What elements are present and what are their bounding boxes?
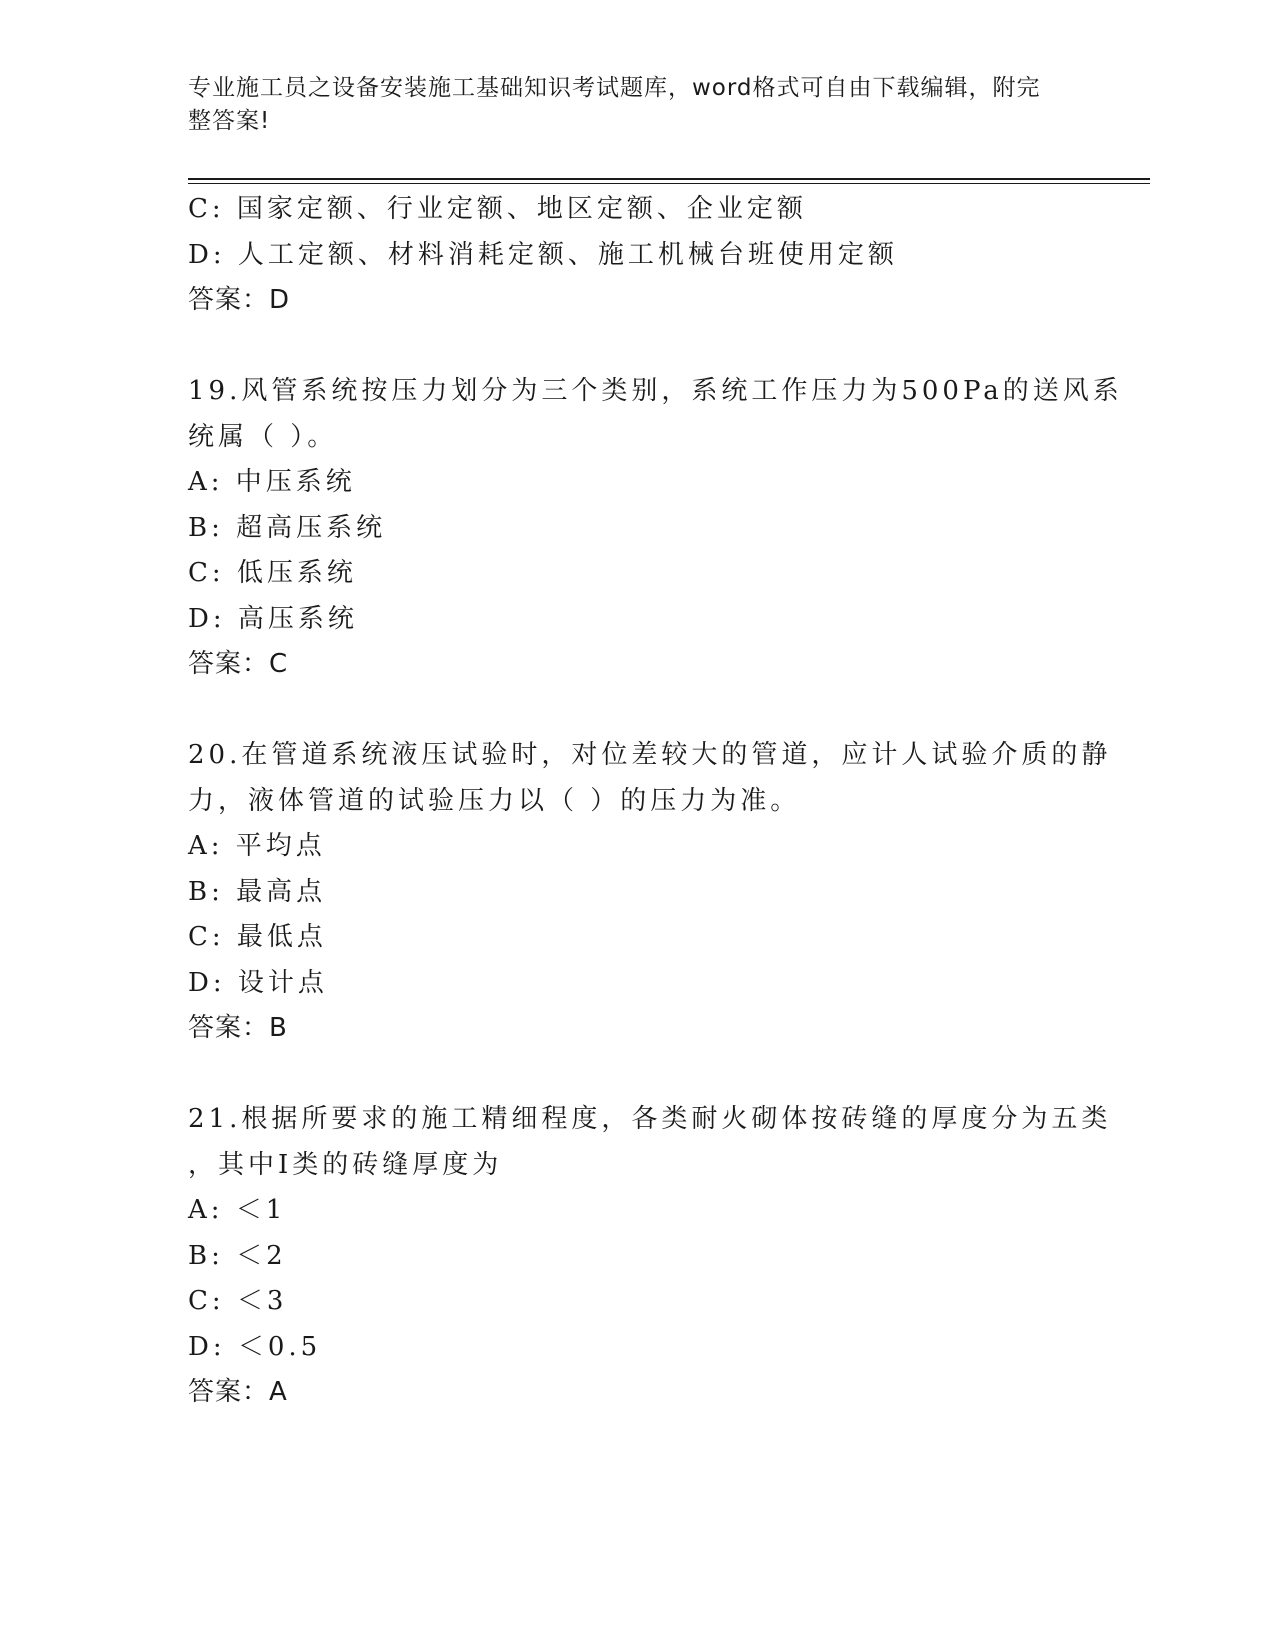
answer-line: 答案：D xyxy=(188,285,291,315)
document-header xyxy=(188,72,1068,138)
spacer xyxy=(188,1052,1088,1098)
question-stem-line-1: 20.在管道系统液压试验时，对位差较大的管道，应计人试验介质的静 xyxy=(188,740,1112,770)
question-stem-line-2: ，其中Ⅰ类的砖缝厚度为 xyxy=(188,1149,503,1180)
question-stem-line-2: 统属（ ）。 xyxy=(188,421,338,452)
question-20 xyxy=(188,733,1112,1052)
option-a: A: 平均点 xyxy=(188,831,326,861)
question-list xyxy=(188,187,1123,1416)
answer-line: 答案：A xyxy=(188,1377,288,1407)
spacer xyxy=(188,324,1088,370)
option-c: C: 低压系统 xyxy=(188,558,357,588)
option-b: B: 超高压系统 xyxy=(188,512,387,543)
header-line-1: 专业施工员之设备安装施工基础知识考试题库，word格式可自由下载编辑，附完 xyxy=(188,75,1041,101)
answer-line: 答案：B xyxy=(188,1013,288,1043)
question-stem-line-1: 19.风管系统按压力划分为三个类别，系统工作压力为500Pa的送风系 xyxy=(188,376,1123,406)
option-a: A: 中压系统 xyxy=(188,467,356,497)
question-stem-line-2: 力，液体管道的试验压力以（ ）的压力为准。 xyxy=(188,785,801,816)
answer-line: 答案：C xyxy=(188,649,289,679)
option-c: C: ＜3 xyxy=(188,1286,288,1316)
option-c: C: 最低点 xyxy=(188,922,327,952)
option-b: B: 最高点 xyxy=(188,876,327,907)
header-divider-thick xyxy=(188,178,1150,180)
option-d: D: 人工定额、材料消耗定额、施工机械台班使用定额 xyxy=(188,239,898,270)
question-19 xyxy=(188,369,1123,688)
option-a: A: ＜1 xyxy=(188,1195,287,1225)
option-d: D: ＜0.5 xyxy=(188,1331,322,1362)
question-stem-line-1: 21.根据所要求的施工精细程度，各类耐火砌体按砖缝的厚度分为五类 xyxy=(188,1104,1112,1134)
header-divider-thin xyxy=(188,183,1150,184)
question-18-continued xyxy=(188,187,1088,324)
option-c: C: 国家定额、行业定额、地区定额、企业定额 xyxy=(188,194,807,224)
option-d: D: 设计点 xyxy=(188,967,328,998)
spacer xyxy=(188,688,1088,734)
header-line-2: 整答案! xyxy=(188,108,271,134)
option-b: B: ＜2 xyxy=(188,1240,287,1271)
option-d: D: 高压系统 xyxy=(188,603,358,634)
question-21 xyxy=(188,1097,1112,1416)
